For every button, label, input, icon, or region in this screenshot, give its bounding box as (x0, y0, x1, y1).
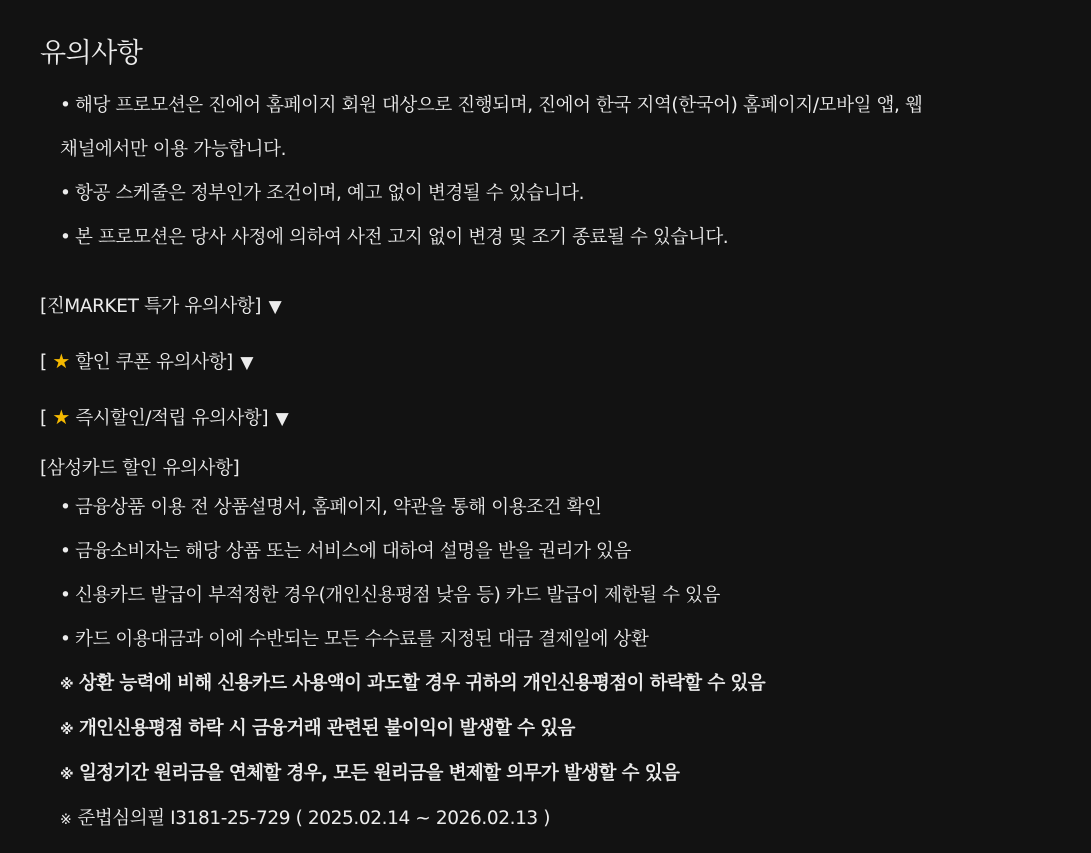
reference-mark-icon: ※ (60, 767, 74, 783)
warning-text: 상환 능력에 비해 신용카드 사용액이 과도할 경우 귀하의 개인신용평점이 하락할 수 있음 (79, 673, 766, 694)
star-icon: ★ (52, 349, 70, 373)
instant-discount-notice-toggle[interactable] (40, 390, 1050, 446)
toggle-label: [진MARKET 특가 유의사항] (40, 296, 262, 317)
bullet-icon: • (60, 541, 71, 562)
list-item (60, 486, 1050, 530)
notice-item-text: 본 프로모션은 당사 사정에 의하여 사전 고지 없이 변경 및 조기 종료될 수 있습니다. (75, 227, 729, 248)
notice-item-text-continued: 채널에서만 이용 가능합니다. (60, 139, 287, 160)
reference-mark-icon: ※ (60, 812, 72, 828)
list-item (60, 84, 1050, 172)
toggle-bracket: [ (40, 352, 47, 373)
approval-text: 준법심의필 I3181-25-729 ( 2025.02.14 ~ 2026.02.13 ) (77, 808, 551, 829)
warning-text: 일정기간 원리금을 연체할 경우, 모든 원리금을 변제할 의무가 발생할 수 있음 (79, 763, 680, 784)
coupon-notice-toggle[interactable] (40, 334, 1050, 390)
triangle-down-icon: ▼ (240, 353, 254, 373)
card-item-text: 신용카드 발급이 부적정한 경우(개인신용평점 낮음 등) 카드 발급이 제한될 수 있음 (75, 585, 720, 606)
card-item-text: 금융상품 이용 전 상품설명서, 홈페이지, 약관을 통해 이용조건 확인 (75, 497, 602, 518)
notice-item-text: 해당 프로모션은 진에어 홈페이지 회원 대상으로 진행되며, 진에어 한국 지역(한국어) 홈페이지/모바일 앱, 웹 (75, 95, 923, 116)
card-item-text: 금융소비자는 해당 상품 또는 서비스에 대하여 설명을 받을 권리가 있음 (75, 541, 631, 562)
triangle-down-icon: ▼ (275, 409, 289, 429)
samsung-card-heading: [삼성카드 할인 유의사항] (40, 458, 240, 479)
triangle-down-icon: ▼ (268, 297, 282, 317)
toggle-label: 할인 쿠폰 유의사항] (75, 352, 233, 373)
notice-list (40, 84, 1050, 260)
bullet-icon: • (60, 227, 71, 248)
list-item (60, 530, 1050, 574)
market-notice-toggle[interactable] (40, 280, 1050, 334)
list-item (60, 216, 1050, 260)
toggle-bracket: [ (40, 408, 47, 429)
toggle-label: 즉시할인/적립 유의사항] (75, 408, 269, 429)
notice-title: 유의사항 (40, 38, 143, 69)
reference-mark-icon: ※ (60, 677, 74, 693)
notice-item-text: 항공 스케줄은 정부인가 조건이며, 예고 없이 변경될 수 있습니다. (75, 183, 585, 204)
samsung-card-list (40, 486, 1050, 662)
list-item (60, 574, 1050, 618)
list-item (60, 618, 1050, 662)
star-icon: ★ (52, 405, 70, 429)
warning-line (40, 752, 1050, 797)
warning-line (40, 662, 1050, 707)
list-item (60, 172, 1050, 216)
compliance-approval (40, 797, 1050, 842)
bullet-icon: • (60, 629, 71, 650)
warning-text: 개인신용평점 하락 시 금융거래 관련된 불이익이 발생할 수 있음 (79, 718, 575, 739)
reference-mark-icon: ※ (60, 722, 74, 738)
bullet-icon: • (60, 183, 71, 204)
warning-line (40, 707, 1050, 752)
bullet-icon: • (60, 497, 71, 518)
bullet-icon: • (60, 95, 71, 116)
card-item-text: 카드 이용대금과 이에 수반되는 모든 수수료를 지정된 대금 결제일에 상환 (75, 629, 649, 650)
bullet-icon: • (60, 585, 71, 606)
